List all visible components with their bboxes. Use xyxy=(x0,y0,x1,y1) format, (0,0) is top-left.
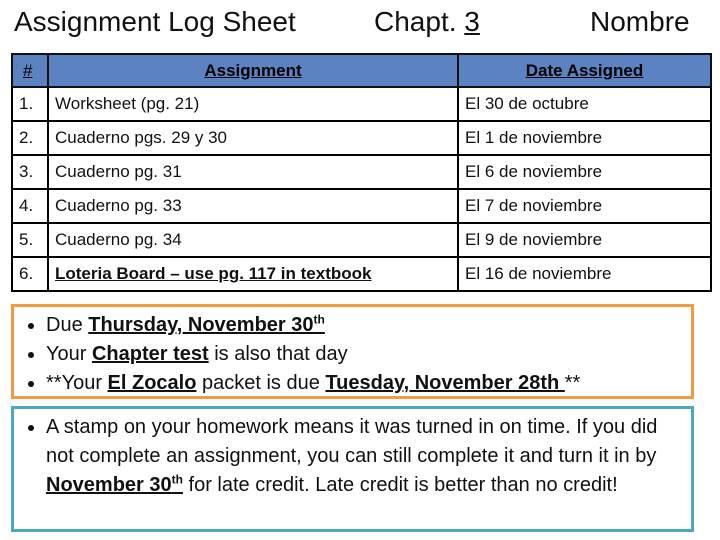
row-number: 3. xyxy=(12,155,48,189)
row-number: 4. xyxy=(12,189,48,223)
packet-date-emphasis: Tuesday, November 28th xyxy=(325,372,565,394)
row-date: El 9 de noviembre xyxy=(458,223,711,257)
table-row xyxy=(12,155,711,189)
sheet-title: Assignment Log Sheet xyxy=(14,6,296,37)
row-date: El 7 de noviembre xyxy=(458,189,711,223)
header-number: # xyxy=(12,54,48,87)
due-date-emphasis: Thursday, November 30th xyxy=(88,312,325,336)
chapter-number: 3 xyxy=(464,6,480,37)
row-number: 6. xyxy=(12,257,48,291)
stamp-info-box xyxy=(11,406,694,532)
stamp-bullet: • A stamp on your homework means it was turned in on time. If you did not complete an assignment, you can still complete it and turn it in by November 30th for late credit. Late credit is better than no credit! xyxy=(46,413,681,500)
row-date: El 6 de noviembre xyxy=(458,155,711,189)
table-row xyxy=(12,257,711,291)
packet-name-emphasis: El Zocalo xyxy=(107,372,197,394)
row-number: 2. xyxy=(12,121,48,155)
row-assignment: Loteria Board – use pg. 117 in textbook xyxy=(48,257,458,291)
table-header-row xyxy=(12,54,711,87)
row-date: El 16 de noviembre xyxy=(458,257,711,291)
assignment-table xyxy=(11,53,712,292)
row-date: El 30 de octubre xyxy=(458,87,711,121)
row-assignment: Worksheet (pg. 21) xyxy=(48,87,458,121)
due-bullet: • Due Thursday, November 30th xyxy=(46,311,681,340)
row-date: El 1 de noviembre xyxy=(458,121,711,155)
late-deadline-emphasis: November 30th xyxy=(46,472,183,496)
table-row xyxy=(12,223,711,257)
header-date-assigned: Date Assigned xyxy=(458,54,711,87)
row-assignment: Cuaderno pg. 31 xyxy=(48,155,458,189)
row-assignment: Cuaderno pgs. 29 y 30 xyxy=(48,121,458,155)
chapter-test-emphasis: Chapter test xyxy=(91,343,209,365)
packet-bullet: • **Your El Zocalo packet is due Tuesday, November 28th ** xyxy=(46,369,681,398)
table-row xyxy=(12,87,711,121)
row-assignment: Cuaderno pg. 34 xyxy=(48,223,458,257)
header-assignment: Assignment xyxy=(48,54,458,87)
table-row xyxy=(12,121,711,155)
chapter-label: Chapt. xyxy=(374,6,457,37)
table-row xyxy=(12,189,711,223)
name-label: Nombre xyxy=(590,6,690,37)
due-date-box xyxy=(11,304,694,399)
chapter-test-bullet: • Your Chapter test is also that day xyxy=(46,340,681,369)
row-assignment: Cuaderno pg. 33 xyxy=(48,189,458,223)
row-number: 5. xyxy=(12,223,48,257)
chapter-heading xyxy=(374,6,480,38)
row-number: 1. xyxy=(12,87,48,121)
